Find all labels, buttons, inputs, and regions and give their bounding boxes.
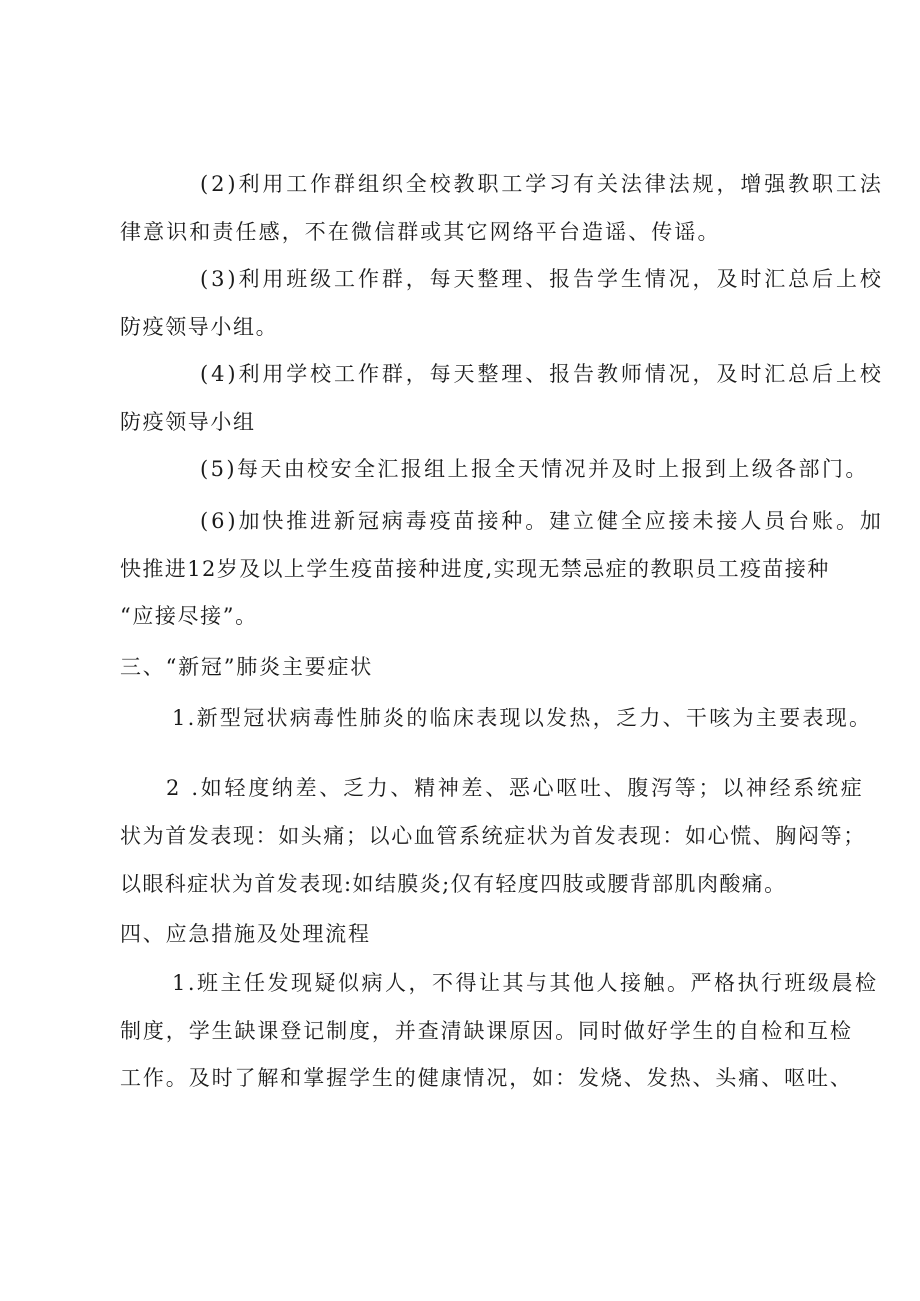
section3-item2-line1: 2 .如轻度纳差、乏力、精神差、恶心呕吐、腹泻等；以神经系统症 [166, 776, 865, 800]
section4-heading: 四、应急措施及处理流程 [120, 922, 371, 946]
p3-line1: (3)利用班级工作群，每天整理、报告学生情况，及时汇总后上校 [200, 267, 884, 291]
section3-item2-line3: 以眼科症状为首发表现:如结膜炎;仅有轻度四肢或腰背部肌肉酸痛。 [120, 872, 787, 896]
section4-item1-line2: 制度，学生缺课登记制度，并查清缺课原因。同时做好学生的自检和互检 [120, 1019, 853, 1043]
p6-line2: 快推进12岁及以上学生疫苗接种进度,实现无禁忌症的教职员工疫苗接种 [120, 557, 830, 581]
section3-item1: 1.新型冠状病毒性肺炎的临床表现以发热，乏力、干咳为主要表现。 [172, 706, 873, 730]
p5-line1: (5)每天由校安全汇报组上报全天情况并及时上报到上级各部门。 [200, 457, 869, 481]
p6-line1: (6)加快推进新冠病毒疫苗接种。建立健全应接未接人员台账。加 [200, 509, 884, 533]
p2-line1: (2)利用工作群组织全校教职工学习有关法律法规，增强教职工法 [200, 172, 884, 196]
section3-heading: 三、“新冠”肺炎主要症状 [120, 655, 374, 679]
p2-line2: 律意识和责任感，不在微信群或其它网络平台造谣、传谣。 [120, 220, 721, 244]
p3-line2: 防疫领导小组。 [120, 315, 279, 339]
p4-line2: 防疫领导小组 [120, 410, 256, 434]
section4-item1-line1: 1.班主任发现疑似病人，不得让其与其他人接触。严格执行班级晨检 [172, 971, 879, 995]
p6-line3: “应接尽接”。 [120, 604, 258, 628]
section3-item2-line2: 状为首发表现：如头痛；以心血管系统症状为首发表现：如心慌、胸闷等； [120, 824, 866, 848]
p4-line1: (4)利用学校工作群，每天整理、报告教师情况，及时汇总后上校 [200, 362, 884, 386]
section4-item1-line3: 工作。及时了解和掌握学生的健康情况，如：发烧、发热、头痛、呕吐、 [120, 1066, 853, 1090]
